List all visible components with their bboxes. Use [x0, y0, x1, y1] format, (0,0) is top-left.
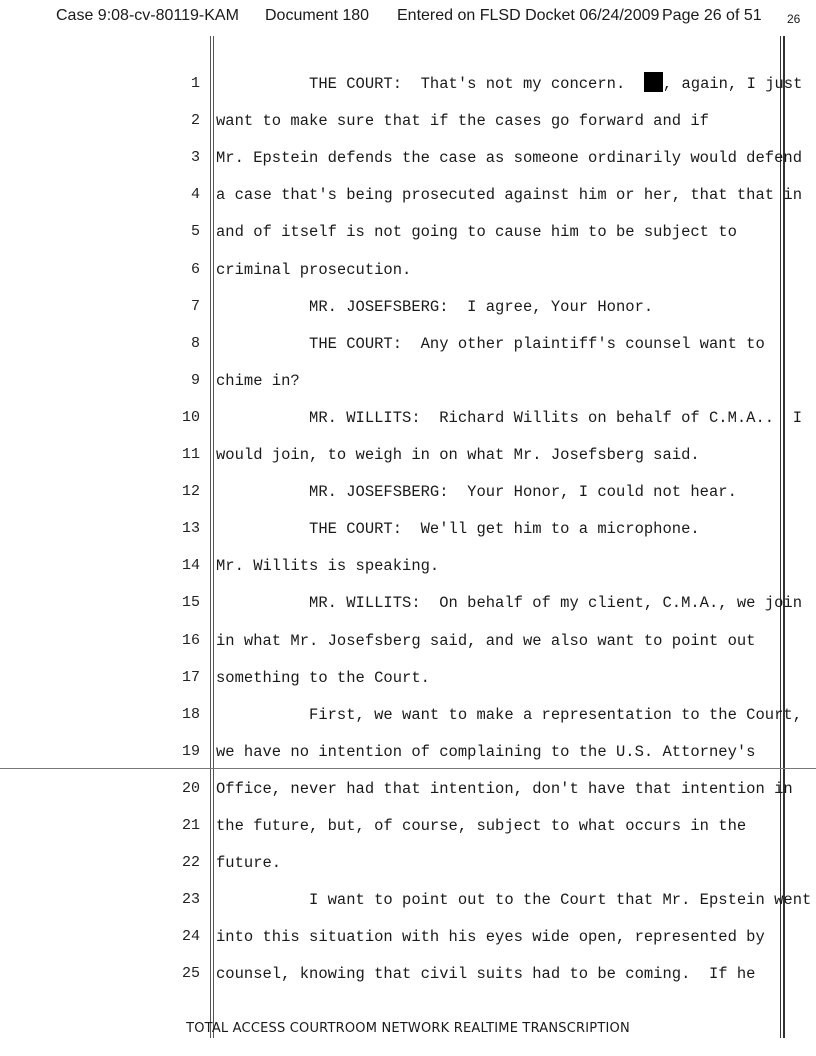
line-text: and of itself is not going to cause him to be subject to	[216, 223, 737, 242]
page-of-total: Page 26 of 51	[662, 7, 762, 24]
transcription-footer: TOTAL ACCESS COURTROOM NETWORK REALTIME TRANSCRIPTION	[186, 1021, 630, 1036]
transcript-line	[0, 851, 816, 875]
line-text: THE COURT: We'll get him to a microphone.	[216, 520, 700, 539]
line-number: 24	[181, 928, 200, 946]
line-text: MR. WILLITS: On behalf of my client, C.M.A., we join	[216, 594, 802, 613]
line-text: future.	[216, 854, 282, 873]
transcript-line	[0, 666, 816, 690]
document-number: Document 180	[265, 7, 370, 24]
transcript-line	[0, 332, 816, 356]
transcript-line	[0, 443, 816, 467]
line-text: want to make sure that if the cases go forward and if	[216, 112, 709, 131]
line-text: into this situation with his eyes wide open, represented by	[216, 928, 765, 947]
line-number: 10	[181, 408, 200, 426]
line-number: 16	[181, 631, 200, 649]
docket-entry-date: Entered on FLSD Docket 06/24/2009	[397, 7, 660, 24]
transcript-line	[0, 146, 816, 170]
line-text: counsel, knowing that civil suits had to be coming. If he	[216, 965, 756, 984]
transcript-line	[0, 109, 816, 133]
line-number: 13	[181, 520, 200, 538]
line-text: chime in?	[216, 371, 300, 390]
line-number: 1	[190, 75, 200, 92]
transcript-line	[0, 220, 816, 244]
transcript-line	[0, 591, 816, 615]
line-number: 2	[190, 112, 200, 130]
docket-header	[56, 7, 808, 29]
transcript-line	[0, 814, 816, 838]
line-text: MR. JOSEFSBERG: I agree, Your Honor.	[216, 297, 654, 316]
line-text: something to the Court.	[216, 668, 430, 687]
transcript-line	[0, 554, 816, 578]
line-text: Mr. Epstein defends the case as someone ordinarily would defend	[216, 149, 802, 168]
line-text: THE COURT: Any other plaintiff's counsel want to	[216, 334, 765, 353]
line-text: would join, to weigh in on what Mr. Josefsberg said.	[216, 446, 700, 464]
transcript-line	[0, 777, 816, 801]
line-text: criminal prosecution.	[216, 260, 412, 279]
line-text: Office, never had that intention, don't have that intention in	[216, 779, 793, 798]
line-number: 6	[190, 260, 200, 278]
transcript-line	[0, 295, 816, 319]
line-text: in what Mr. Josefsberg said, and we also want to point out	[216, 631, 756, 650]
transcript-line	[0, 740, 816, 764]
transcript-line	[0, 925, 816, 949]
line-number: 18	[181, 705, 200, 723]
transcript-line	[0, 72, 816, 96]
line-text	[216, 72, 802, 96]
line-number: 8	[190, 334, 200, 352]
line-number: 14	[181, 557, 200, 575]
line-text: First, we want to make a representation to the Court,	[216, 705, 802, 724]
transcript-line	[0, 406, 816, 430]
line-text: MR. JOSEFSBERG: Your Honor, I could not hear.	[216, 483, 737, 502]
line-text: we have no intention of complaining to the U.S. Attorney's	[216, 742, 756, 761]
scan-line-artifact	[0, 768, 816, 769]
transcript-line	[0, 517, 816, 541]
transcript-line	[0, 962, 816, 986]
line-text: MR. WILLITS: Richard Willits on behalf of C.M.A.. I	[216, 408, 802, 427]
line-number: 21	[181, 817, 200, 834]
case-number: Case 9:08-cv-80119-KAM	[56, 7, 239, 24]
transcript-line	[0, 369, 816, 393]
line-number: 5	[190, 223, 200, 241]
line-number: 20	[181, 779, 200, 797]
line-number: 12	[181, 483, 200, 501]
line-text-after-redaction: , again, I just	[662, 75, 803, 93]
transcript-line	[0, 703, 816, 727]
transcript-line	[0, 888, 816, 912]
line-number: 25	[181, 965, 200, 983]
line-text: the future, but, of course, subject to what occurs in the	[216, 817, 747, 835]
line-number: 7	[190, 297, 200, 315]
line-number: 17	[181, 668, 200, 686]
transcript-line	[0, 629, 816, 653]
line-number: 11	[181, 446, 200, 463]
transcript-page-number: 26	[787, 12, 801, 26]
transcript-line	[0, 183, 816, 207]
line-text: I want to point out to the Court that Mr. Epstein went	[216, 891, 812, 910]
transcript-line	[0, 480, 816, 504]
line-number: 3	[190, 149, 200, 167]
transcript-line	[0, 258, 816, 282]
line-text: a case that's being prosecuted against him or her, that that in	[216, 186, 802, 205]
line-number: 15	[181, 594, 200, 612]
line-number: 22	[181, 854, 200, 872]
line-number: 23	[181, 891, 200, 909]
line-text-before-redaction: THE COURT: That's not my concern.	[216, 75, 644, 93]
line-text: Mr. Willits is speaking.	[216, 557, 440, 576]
line-number: 9	[190, 371, 200, 389]
redaction-box	[644, 72, 663, 92]
line-number: 4	[190, 186, 200, 204]
line-number: 19	[181, 742, 200, 760]
